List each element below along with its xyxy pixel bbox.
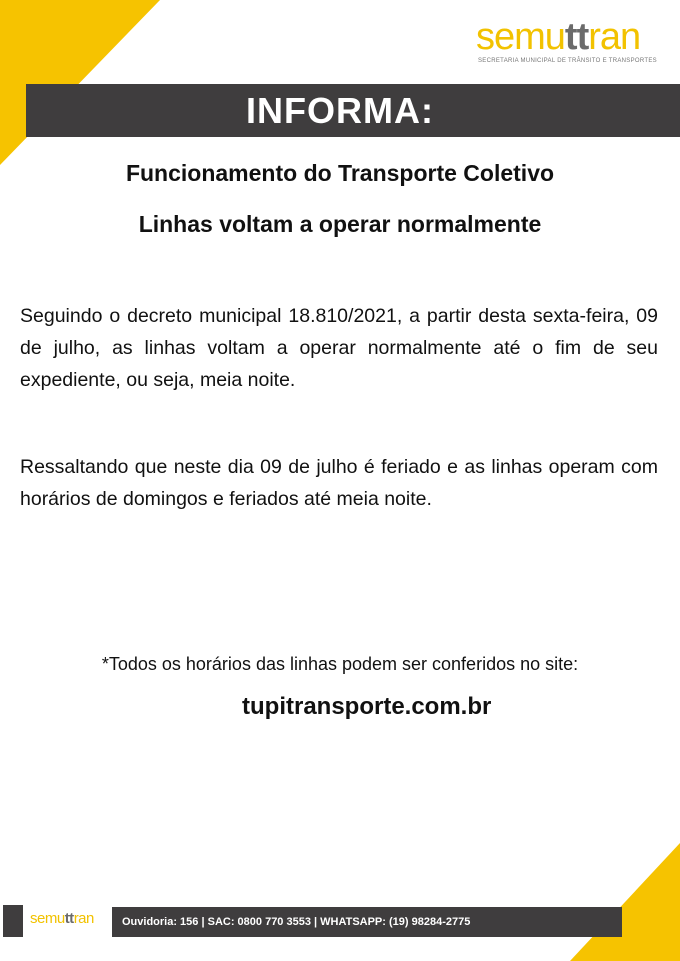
body-paragraph-1: Seguindo o decreto municipal 18.810/2021, a partir desta sexta-feira, 09 de julho, as linhas voltam a operar normalmente até o fim de seu expediente, ou seja, meia noite. (20, 305, 658, 391)
banner-title: INFORMA: (246, 90, 434, 131)
footer-contacts: Ouvidoria: 156 | SAC: 0800 770 3553 | WHATSAPP: (19) 98284-2775 (122, 916, 471, 928)
corner-decoration-bottom-right (570, 843, 680, 961)
heading-line-1: Funcionamento do Transporte Coletivo (125, 160, 555, 186)
footer-logo-wordmark: semuttran (30, 910, 94, 927)
logo-subtitle: SECRETARIA MUNICIPAL DE TRÂNSITO E TRANSPORTES (478, 58, 657, 64)
corner-decoration-top-left (0, 0, 160, 165)
website-note: *Todos os horários das linhas podem ser conferidos no site: (101, 654, 579, 674)
body-paragraph-2: Ressaltando que neste dia 09 de julho é feriado e as linhas operam com horários de domingos e feriados até meia noite. (20, 456, 658, 510)
website-link[interactable]: tupitransporte.com.br (242, 693, 492, 720)
logo-wordmark: semuttran (476, 16, 641, 58)
footer-block (3, 905, 23, 937)
footer-logo (30, 910, 110, 934)
heading-line-2: Linhas voltam a operar normalmente (138, 211, 542, 237)
semuttran-logo (476, 16, 661, 66)
